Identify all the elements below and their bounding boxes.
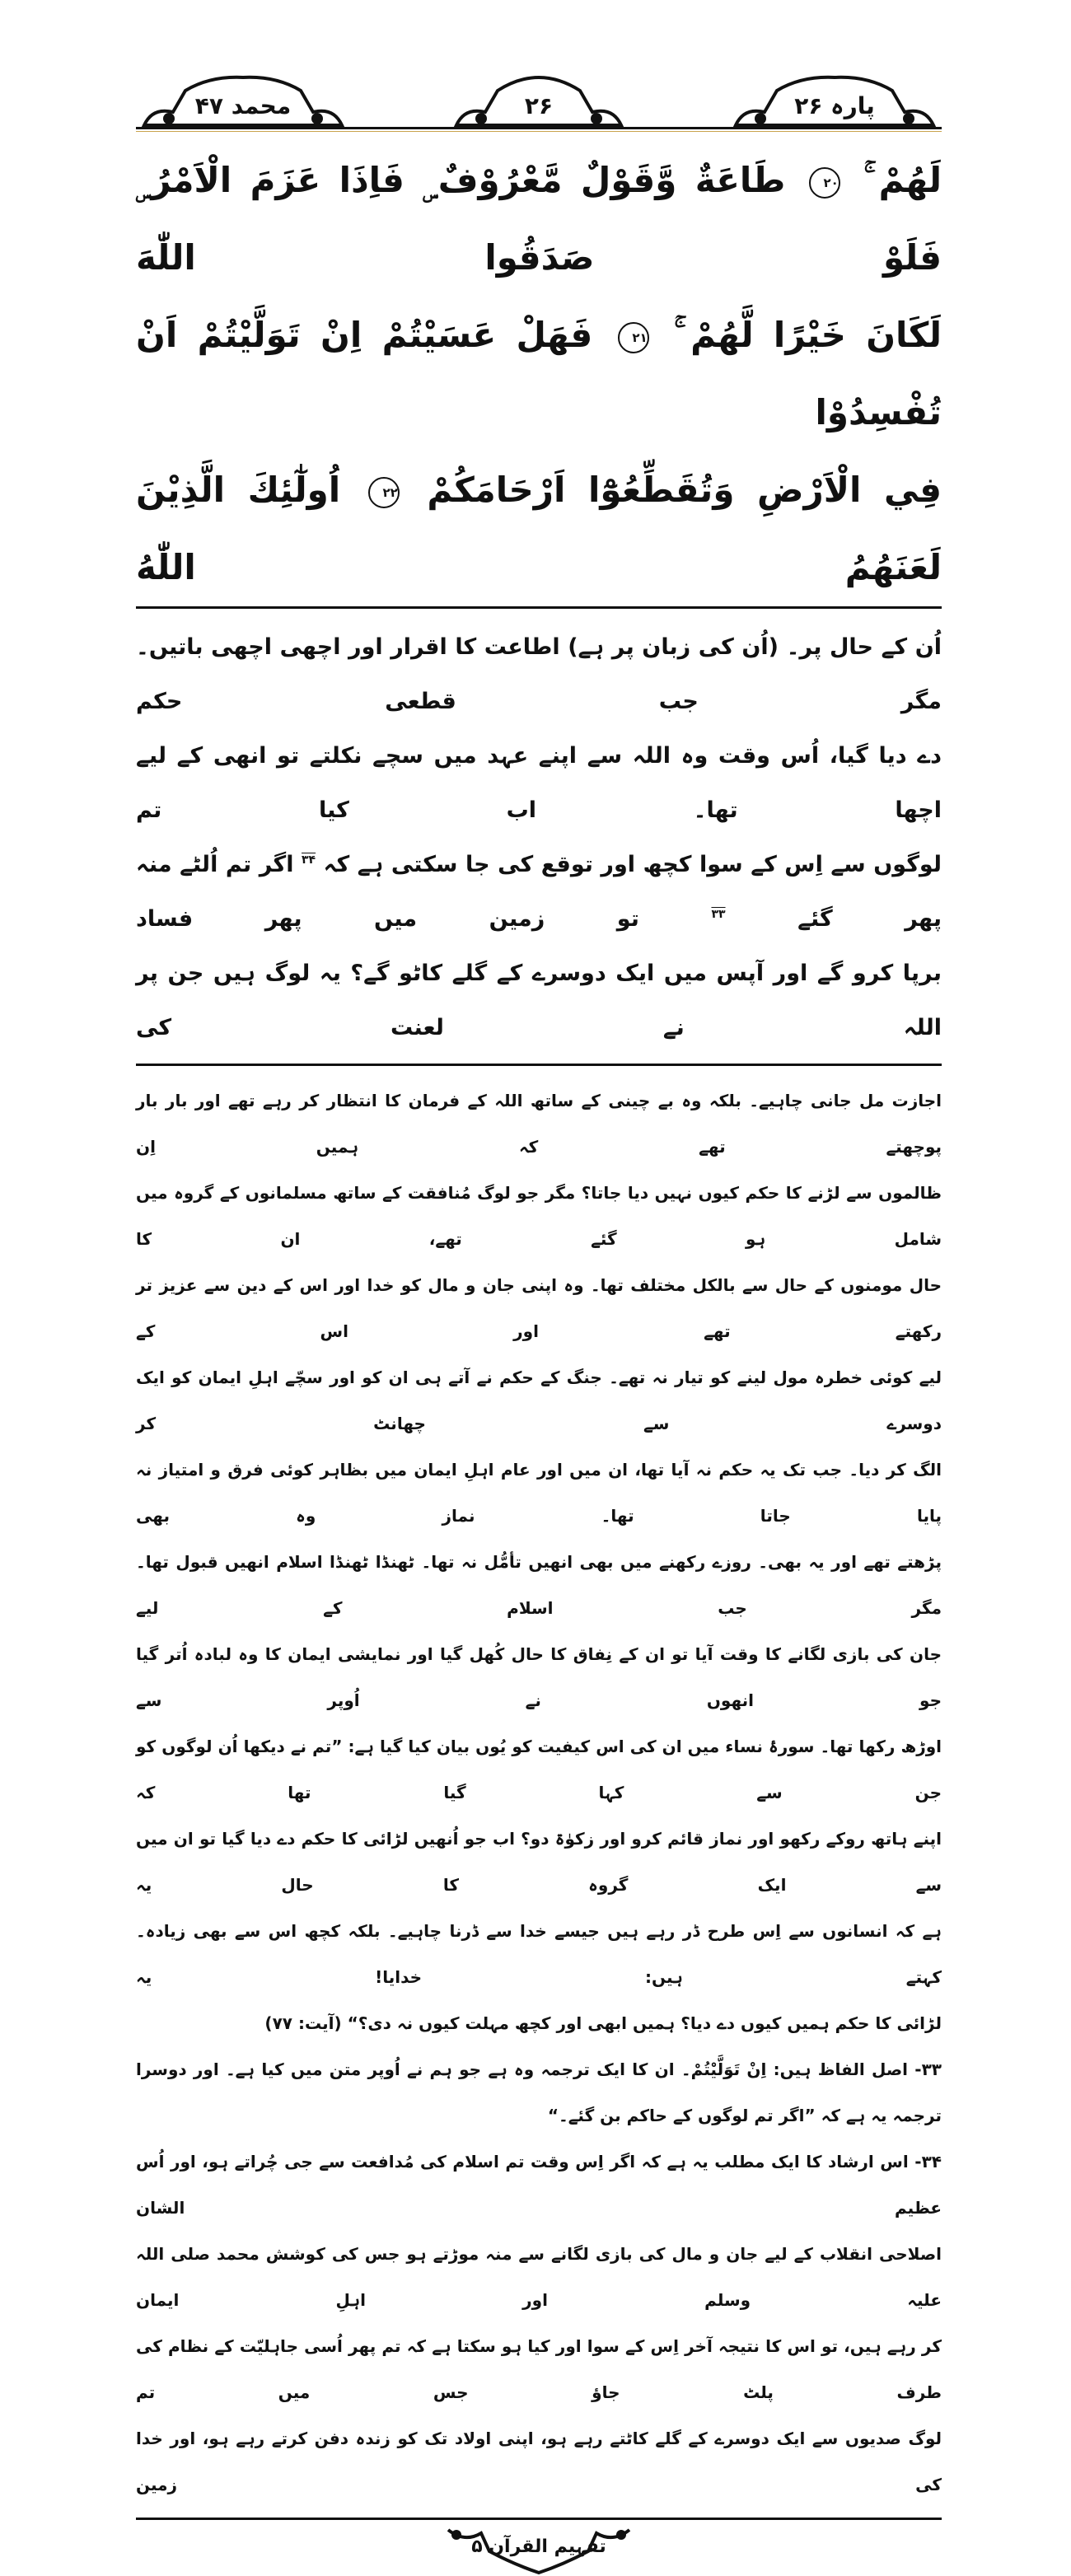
footnote-33: ترجمہ یہ ہے کہ ”اگر تم لوگوں کے حاکم بن گئے۔“ [547, 2106, 942, 2125]
translation-segment: لوگوں سے اِس کے سوا کچھ اور توقع کی جا سکتی ہے کہ [323, 852, 942, 877]
footnote-marker[interactable]: ۳۴ [302, 853, 316, 867]
commentary-line: پڑھتے تھے اور یہ بھی۔ روزے رکھنے میں بھی انھیں تأمُّل نہ تھا۔ ٹھنڈا ٹھنڈا اسلام انھیں قبول تھا۔ مگر جب اسلام کے لیے [136, 1552, 942, 1618]
commentary-line: اوڑھ رکھا تھا۔ سورۂ نساء میں ان کی اس کیفیت کو یُوں بیان کیا گیا ہے: ”تم نے دیکھا اُن لوگوں کو جن سے کہا گیا تھا کہ [136, 1737, 942, 1802]
commentary [136, 1078, 942, 2508]
commentary-line: اجازت مل جانی چاہیے۔ بلکہ وہ بے چینی کے ساتھ اللہ کے فرمان کا انتظار کر رہے تھے اور بار بار پوچھتے تھے کہ ہمیں اِن [136, 1091, 942, 1157]
arabic-line [136, 451, 942, 606]
commentary-line: لڑائی کا حکم ہمیں کیوں دے دیا؟ ہمیں ابھی اور کچھ مہلت کیوں نہ دی؟“ (آیت: ۷۷) [264, 2013, 942, 2033]
page [136, 0, 942, 2576]
footnote-34: ۳۴- اس ارشاد کا ایک مطلب یہ ہے کہ اگر اِس وقت تم اسلام کی مُدافعت سے جی چُراتے ہو، اور اُس عظیم الشان [136, 2152, 942, 2218]
footnote-33: ۳۳- اصل الفاظ ہیں: اِنْ تَوَلَّيْتُمْ۔ ان کا ایک ترجمہ وہ ہے جو ہم نے اُوپر متن میں کیا ہے۔ اور دوسرا [136, 2059, 942, 2079]
header-divider [136, 127, 942, 129]
page-number-ornament [432, 74, 646, 127]
commentary-line: ظالموں سے لڑنے کا حکم کیوں نہیں دیا جاتا؟ مگر جو لوگ مُنافقت کے ساتھ مسلمانوں کے گروہ میں شامل ہو گئے تھے، ان کا [136, 1183, 942, 1249]
surah-ornament [136, 74, 350, 127]
footnote-marker[interactable]: ۳۳ [711, 908, 726, 921]
header-divider-accent [136, 131, 942, 132]
ayah-marker: ٢١ [618, 322, 649, 353]
footnote-34: اصلاحی انقلاب کے لیے جان و مال کی بازی لگانے سے منہ موڑتے ہو جس کی کوشش محمد صلی اللہ علیہ وسلم اور اہلِ ایمان [136, 2244, 942, 2310]
translation-line [136, 838, 942, 947]
commentary-line: لیے کوئی خطرہ مول لینے کو تیار نہ تھے۔ جنگ کے حکم نے آتے ہی ان کو اور سچّے اہلِ ایمان کو ایک دوسرے سے چھانٹ کر [136, 1367, 942, 1433]
translation-line: دے دیا گیا، اُس وقت وہ اللہ سے اپنے عہد میں سچے نکلتے تو انھی کے لیے اچھا تھا۔ اب کیا تم [136, 743, 942, 823]
verse-divider [136, 606, 942, 609]
translation-divider [136, 1064, 942, 1066]
arabic-segment: طَاعَةٌ وَّقَوْلٌ مَّعْرُوْفٌ ۣ فَاِذَا عَزَمَ الْاَمْرُ ۣ فَلَوْ صَدَقُوا اللّٰهَ [136, 160, 942, 278]
arabic-segment: فِي الْاَرْضِ وَتُقَطِّعُوْٓا اَرْحَامَكُمْ [427, 470, 942, 510]
arabic-segment: فَهَلْ عَسَيْتُمْ اِنْ تَوَلَّيْتُمْ اَنْ تُفْسِدُوْا [136, 315, 942, 432]
translation-line: برپا کرو گے اور آپس میں ایک دوسرے کے گلے کاٹو گے؟ یہ لوگ ہیں جن پر اللہ نے لعنت کی [136, 961, 942, 1040]
book-title: تفہیم القرآن ۵ [471, 2536, 606, 2557]
para-ornament [727, 74, 942, 127]
footnote-34: کر رہے ہیں، تو اس کا نتیجہ آخر اِس کے سوا اور کیا ہو سکتا ہے کہ تم پھر اُسی جاہلیّت کے نظام کی طرف پلٹ جاؤ جس میں تم [136, 2336, 942, 2402]
arabic-line [136, 297, 942, 451]
translation-line: اُن کے حال پر۔ (اُن کی زبان پر ہے) اطاعت کا اقرار اور اچھی اچھی باتیں۔ مگر جب قطعی حکم [136, 634, 942, 714]
arabic-segment: اُولٰٓئِكَ الَّذِيْنَ لَعَنَهُمُ اللّٰهُ [136, 470, 942, 587]
arabic-verses [136, 142, 942, 606]
arabic-segment: لَكَانَ خَيْرًا لَّهُمْ ۚ [673, 315, 942, 355]
arabic-segment: لَهُمْ ۚ [863, 160, 942, 200]
commentary-line: الگ کر دیا۔ جب تک یہ حکم نہ آیا تھا، ان میں اور عام اہلِ ایمان میں بظاہر کوئی فرق و امتیاز نہ پایا جاتا تھا۔ نماز وہ بھی [136, 1460, 942, 1526]
urdu-translation [136, 620, 942, 1055]
para-label: پارہ ۲۶ [794, 92, 875, 119]
ayah-marker: ٢٠ [809, 167, 840, 199]
page-number: ۲۶ [524, 92, 554, 119]
translation-segment: تو زمین میں پھر فساد [136, 906, 639, 932]
commentary-line: حال مومنوں کے حال سے بالکل مختلف تھا۔ وہ اپنی جان و مال کو خدا اور اس کے دین سے عزیز تر رکھتے تھے اور اس کے [136, 1275, 942, 1341]
footer-divider [136, 2518, 942, 2520]
commentary-line: ہے کہ انسانوں سے اِس طرح ڈر رہے ہیں جیسے خدا سے ڈرنا چاہیے۔ بلکہ کچھ اس سے بھی زیادہ۔ کہتے ہیں: خدایا! یہ [136, 1921, 942, 1987]
commentary-line: جان کی بازی لگانے کا وقت آیا تو ان کے نِفاق کا حال کُھل گیا اور نمایشی ایمان کا وہ لبادہ اُتر گیا جو انھوں نے اُوپر سے [136, 1644, 942, 1710]
ayah-marker: ٢٢ [368, 477, 400, 508]
commentary-line: اپنے ہاتھ روکے رکھو اور نماز قائم کرو اور زکوٰۃ دو؟ اب جو اُنھیں لڑائی کا حکم دے دیا گیا تو ان میں سے ایک گروہ کا حال یہ [136, 1829, 942, 1895]
translation-segment: اگر تم اُلٹے منہ پھر گئے [136, 852, 942, 932]
surah-label: محمد ۴۷ [194, 92, 292, 119]
page-header [136, 74, 942, 127]
page-footer [432, 2527, 646, 2576]
arabic-line [136, 142, 942, 297]
footnote-34: لوگ صدیوں سے ایک دوسرے کے گلے کاٹتے رہے ہو، اپنی اولاد تک کو زندہ دفن کرتے رہے ہو، اور خدا کی زمین [136, 2429, 942, 2494]
